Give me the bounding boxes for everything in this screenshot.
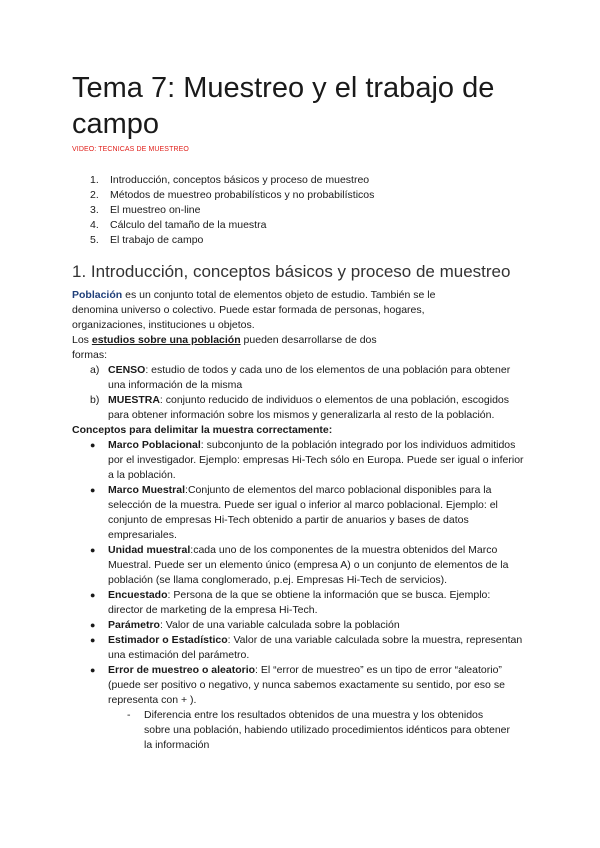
sub-list: [72, 708, 524, 753]
poblacion-term: Población: [72, 289, 123, 301]
toc-item: 2. Métodos de muestreo probabilísticos y no probabilísticos: [90, 189, 375, 201]
list-item: a) CENSO: estudio de todos y cada uno de los elementos de una población para obtener una información de la misma: [90, 364, 511, 391]
list-item: ● Parámetro: Valor de una variable calculada sobre la población: [72, 618, 524, 633]
video-link[interactable]: VIDEO: TECNICAS DE MUESTREO: [72, 146, 189, 153]
list-item: ● Error de muestreo o aleatorio: El “error de muestreo” es un tipo de error “aleatorio” (puede ser positivo o negativo, y nunca sabemos exactamente su sentido, por eso se representa con + ).: [72, 663, 524, 708]
estudios-paragraph: Los estudios sobre una población pueden desarrollarse de dos formas:: [72, 334, 377, 361]
list-item: ● Marco Poblacional: subconjunto de la población integrado por los individuos admitidos por el investigador. Ejemplo: empresas Hi-Tech sólo en Europa. Puede ser igual o inferior a la población.: [72, 438, 524, 483]
bullet-icon: ●: [90, 440, 96, 450]
list-item: ● Marco Muestral:Conjunto de elementos del marco poblacional disponibles para la selección de la muestra. Puede ser igual o inferior al marco poblacional. Ejemplo: el conjunto de empresas Hi-Tech obtenido a partir de anuarios y bases de datos empresariales.: [72, 483, 524, 543]
list-item: ● Estimador o Estadístico: Valor de una variable calculada sobre la muestra, representan una estimación del parámetro.: [72, 633, 524, 663]
bullet-icon: ●: [90, 635, 96, 645]
bullet-icon: ●: [90, 545, 96, 555]
list-item: ● Encuestado: Persona de la que se obtiene la información que se busca. Ejemplo: director de marketing de la empresa Hi-Tech.: [72, 588, 524, 618]
toc-item: 1. Introducción, conceptos básicos y proceso de muestreo: [90, 174, 370, 186]
section-body: [72, 288, 524, 753]
estudios-term: estudios sobre una población: [91, 334, 241, 346]
alpha-list: [72, 363, 524, 423]
bullet-icon: ●: [90, 620, 96, 630]
toc-item: 3. El muestreo on-line: [90, 204, 201, 216]
bullet-icon: ●: [90, 665, 96, 675]
toc-item: 5. El trabajo de campo: [90, 234, 204, 246]
bullet-icon: ●: [90, 590, 96, 600]
concepts-list: [72, 438, 524, 708]
concepts-title: Conceptos para delimitar la muestra correctamente:: [72, 424, 333, 436]
table-of-contents: [90, 173, 374, 248]
section-heading: 1. Introducción, conceptos básicos y proceso de muestreo: [72, 262, 511, 281]
poblacion-paragraph: Población es un conjunto total de elementos objeto de estudio. También se le denomina universo o colectivo. Puede estar formada de personas, hogares, organizaciones, instituciones u objetos.: [72, 289, 436, 331]
list-item: b) MUESTRA: conjunto reducido de individuos o elementos de una población, escogidos para obtener información sobre los mismos y generalizarla al resto de la población.: [90, 394, 509, 421]
list-item: - Diferencia entre los resultados obtenidos de una muestra y los obtenidos sobre una población, habiendo utilizado procedimientos idénticos para obtener la información: [127, 709, 510, 751]
bullet-icon: ●: [90, 485, 96, 495]
list-item: ● Unidad muestral:cada uno de los componentes de la muestra obtenidos del Marco Muestral. Puede ser un elemento único (empresa A) o un conjunto de elementos de la población (se llama conglomerado, p.ej. Empresas Hi-Tech de servicios).: [72, 543, 524, 588]
toc-item: 4. Cálculo del tamaño de la muestra: [90, 219, 267, 231]
page-title: Tema 7: Muestreo y el trabajo de campo: [72, 72, 495, 140]
